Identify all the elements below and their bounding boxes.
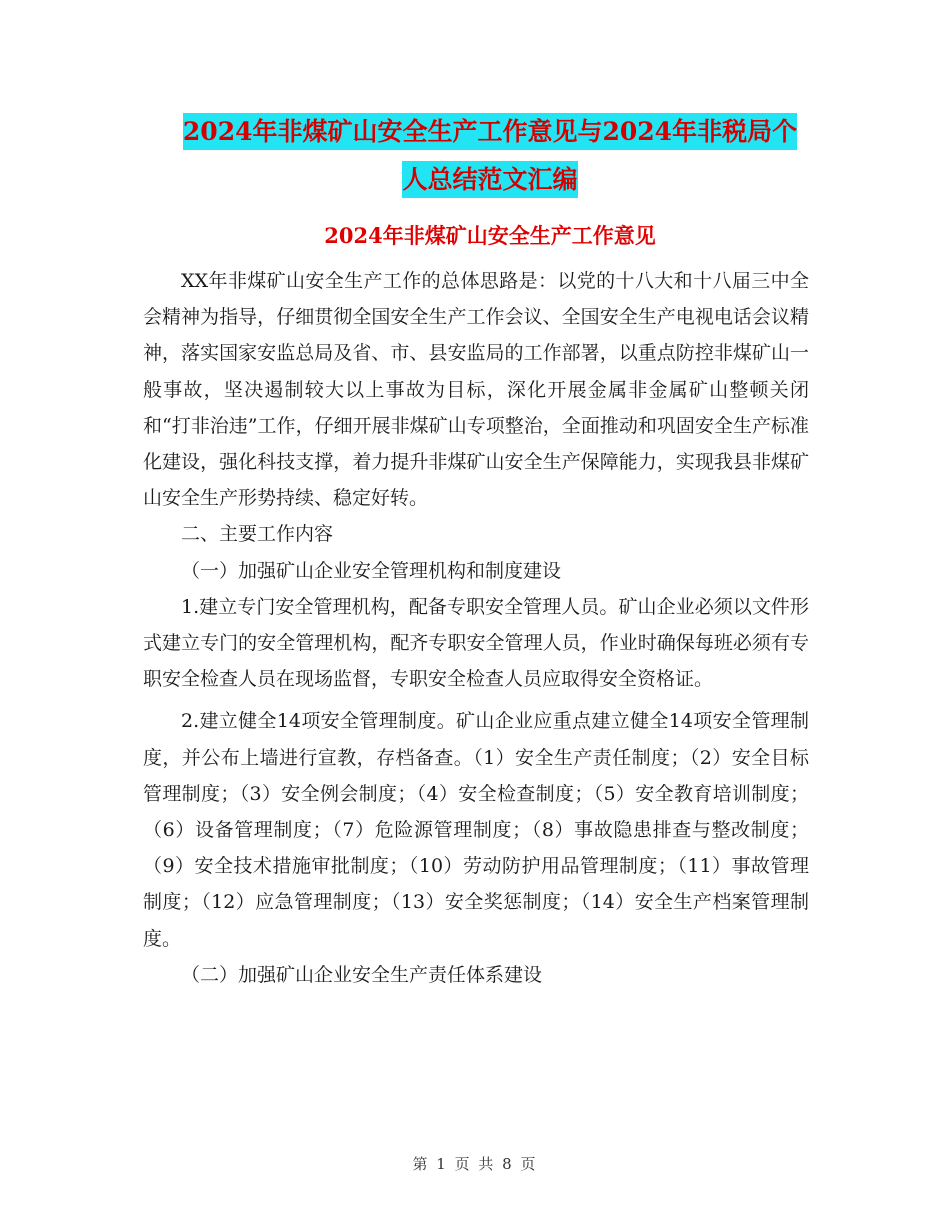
- document-body: [143, 263, 809, 993]
- subheading-1: （一）加强矿山企业安全管理机构和制度建设: [181, 559, 562, 582]
- paragraph-intro: XX年非煤矿山安全生产工作的总体思路是：以党的十八大和十八届三中全会精神为指导，仔细贯彻全国安全生产工作会议、全国安全生产电视电话会议精神，落实国家安监总局及省、市、县安监局的工作部署，以重点防控非煤矿山一般事故，坚决遏制较大以上事故为目标，深化开展金属非金属矿山整顿关闭和“打非治违”工作，仔细开展非煤矿山专项整治，全面推动和巩固安全生产标准化建设，强化科技支撑，着力提升非煤矿山安全生产保障能力，实现我县非煤矿山安全生产形势持续、稳定好转。: [143, 270, 809, 510]
- heading-main-work: 二、主要工作内容: [181, 523, 334, 546]
- section-heading: 2024年非煤矿山安全生产工作意见: [324, 223, 656, 248]
- paragraph-item-2: 2.建立健全14项安全管理制度。矿山企业应重点建立健全14项安全管理制度，并公布上墙进行宣教，存档备查。（1）安全生产责任制度；（2）安全目标管理制度；（3）安全例会制度；（4）安全检查制度；（5）安全教育培训制度；（6）设备管理制度；（7）危险源管理制度；（8）事故隐患排查与整改制度；（9）安全技术措施审批制度；（10）劳动防护用品管理制度；（11）事故管理制度；（12）应急管理制度；（13）安全奖惩制度；（14）安全生产档案管理制度。: [143, 710, 809, 950]
- document-title: [140, 108, 840, 204]
- paragraph-item-1: 1.建立专门安全管理机构，配备专职安全管理人员。矿山企业必须以文件形式建立专门的安全管理机构，配齐专职安全管理人员，作业时确保每班必须有专职安全检查人员在现场监督，专职安全检查人员应取得安全资格证。: [143, 595, 809, 691]
- title-line-1: 2024年非煤矿山安全生产工作意见与2024年非税局个: [183, 113, 797, 150]
- subheading-2: （二）加强矿山企业安全生产责任体系建设: [181, 963, 543, 986]
- page-footer: 第 1 页 共 8 页: [412, 1155, 538, 1173]
- title-line-2: 人总结范文汇编: [402, 161, 577, 198]
